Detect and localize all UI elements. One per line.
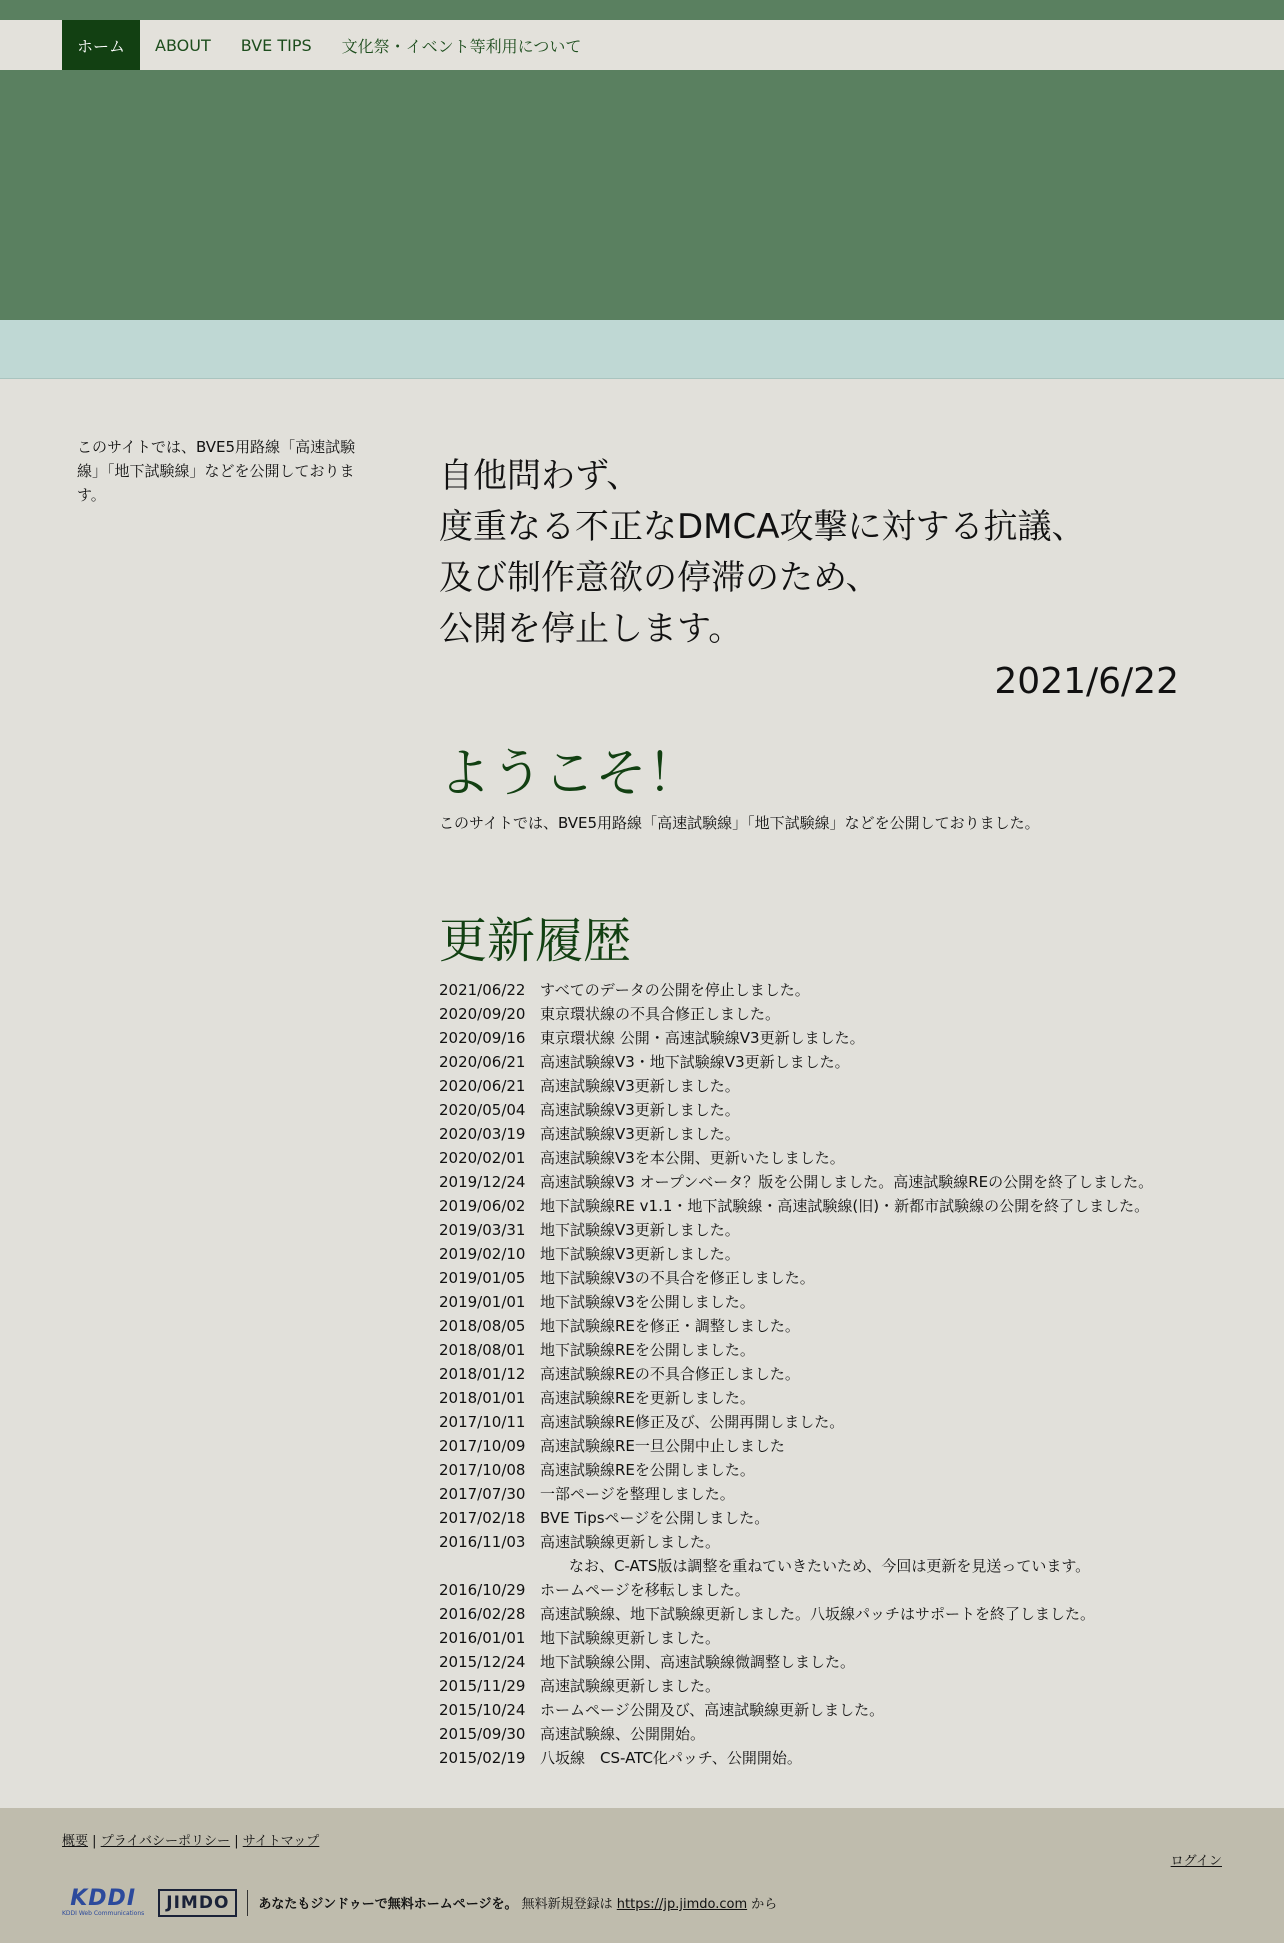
history-date: 2017/07/30 (439, 1485, 526, 1503)
main-column (439, 451, 1179, 1770)
history-date: 2020/06/21 (439, 1053, 526, 1071)
notice-date: 2021/6/22 (994, 661, 1179, 702)
history-entry (439, 1218, 1179, 1242)
notice-line: 及び制作意欲の停滞のため、 (439, 558, 880, 598)
history-note (439, 1554, 1179, 1578)
history-entry (439, 1170, 1179, 1194)
history-date: 2020/09/20 (439, 1005, 526, 1023)
history-text: 高速試験線REを更新しました。 (540, 1389, 755, 1407)
history-date: 2018/01/12 (439, 1365, 526, 1383)
history-date: 2019/03/31 (439, 1221, 526, 1239)
promo-link[interactable]: https://jp.jimdo.com (616, 1897, 748, 1912)
history-text: 地下試験線更新しました。 (540, 1629, 721, 1647)
jimdo-logo[interactable]: JIMDO (158, 1889, 237, 1917)
footer-link-sitemap[interactable]: サイトマップ (242, 1834, 320, 1849)
history-date: 2015/11/29 (439, 1677, 526, 1695)
header-banner (0, 70, 1284, 320)
history-text: 高速試験線REの不具合修正しました。 (540, 1365, 800, 1383)
history-text: 地下試験線V3更新しました。 (540, 1221, 740, 1239)
history-heading: 更新履歴 (439, 913, 632, 969)
history-entry (439, 1338, 1179, 1362)
history-entry (439, 1482, 1179, 1506)
main-nav (0, 20, 1284, 70)
history-date: 2021/06/22 (439, 981, 526, 999)
history-date: 2017/10/08 (439, 1461, 526, 1479)
history-entry (439, 978, 1179, 1002)
history-date: 2017/10/09 (439, 1437, 526, 1455)
history-entry (439, 1362, 1179, 1386)
history-date (439, 1554, 540, 1578)
history-date: 2016/02/28 (439, 1605, 526, 1623)
header-band (0, 320, 1284, 379)
content-area (0, 379, 1284, 1808)
history-text: 地下試験線公開、高速試験線微調整しました。 (540, 1653, 856, 1671)
suspension-notice (439, 451, 1179, 655)
notice-line: 公開を停止します。 (439, 609, 743, 649)
history-entry (439, 1410, 1179, 1434)
history-entry (439, 1026, 1179, 1050)
history-date: 2019/12/24 (439, 1173, 526, 1191)
history-entry (439, 1242, 1179, 1266)
history-text: 高速試験線更新しました。 (540, 1677, 721, 1695)
notice-line: 度重なる不正なDMCA攻撃に対する抗議、 (439, 507, 1086, 547)
history-date: 2020/09/16 (439, 1029, 526, 1047)
history-text: 地下試験線V3を公開しました。 (540, 1293, 755, 1311)
history-date: 2020/06/21 (439, 1077, 526, 1095)
history-date: 2019/01/05 (439, 1269, 526, 1287)
history-date: 2020/05/04 (439, 1101, 526, 1119)
history-entry (439, 1674, 1179, 1698)
history-entry (439, 1050, 1179, 1074)
history-text: 高速試験線V3 オープンベータ？版を公開しました。高速試験線REの公開を終了しました。 (540, 1173, 1154, 1191)
history-text: 一部ページを整理しました。 (540, 1485, 735, 1503)
footer-link-overview[interactable]: 概要 (62, 1834, 89, 1849)
history-entry (439, 1746, 1179, 1770)
history-text: すべてのデータの公開を停止しました。 (540, 981, 810, 999)
history-date: 2019/02/10 (439, 1245, 526, 1263)
login-link[interactable]: ログイン (1170, 1854, 1222, 1869)
history-text: ホームページを移転しました。 (540, 1581, 750, 1599)
history-date: 2019/06/02 (439, 1197, 526, 1215)
history-entry (439, 1530, 1179, 1554)
kddi-logo-subtext: KDDI Web Communications (62, 1910, 145, 1917)
history-text: 高速試験線V3更新しました。 (540, 1101, 740, 1119)
history-text: 地下試験線RE v1.1・地下試験線・高速試験線(旧)・新都市試験線の公開を終了しました。 (540, 1197, 1150, 1215)
history-date: 2018/01/01 (439, 1389, 526, 1407)
history-entry (439, 1194, 1179, 1218)
promo-suffix: から (747, 1897, 778, 1912)
history-text: 高速試験線V3更新しました。 (540, 1125, 740, 1143)
history-text: 東京環状線の不具合修正しました。 (540, 1005, 781, 1023)
nav-item-bve-tips[interactable]: BVE TIPS (240, 35, 312, 55)
history-text: 八坂線 CS-ATC化パッチ、公開開始。 (540, 1749, 802, 1767)
history-text: ホームページ公開及び、高速試験線更新しました。 (540, 1701, 885, 1719)
history-entry (439, 1290, 1179, 1314)
history-entry (439, 1578, 1179, 1602)
welcome-text: このサイトでは、BVE5用路線「高速試験線」「地下試験線」などを公開しておりました。 (439, 814, 1040, 832)
history-text: 地下試験線REを公開しました。 (540, 1341, 755, 1359)
history-entry (439, 1506, 1179, 1530)
history-date: 2018/08/01 (439, 1341, 526, 1359)
history-text: 高速試験線RE一旦公開中止しました (540, 1437, 785, 1455)
history-date: 2018/08/05 (439, 1317, 526, 1335)
history-entry (439, 1098, 1179, 1122)
history-entry (439, 1314, 1179, 1338)
top-bar (0, 0, 1284, 20)
history-text: 高速試験線V3を本公開、更新いたしました。 (540, 1149, 845, 1167)
history-entry (439, 1266, 1179, 1290)
history-text: 地下試験線REを修正・調整しました。 (540, 1317, 800, 1335)
history-text: 地下試験線V3更新しました。 (540, 1245, 740, 1263)
history-text: 高速試験線V3更新しました。 (540, 1077, 740, 1095)
history-date: 2017/02/18 (439, 1509, 526, 1527)
history-entry (439, 1626, 1179, 1650)
history-date: 2017/10/11 (439, 1413, 526, 1431)
nav-item-event-usage[interactable]: 文化祭・イベント等利用について (341, 36, 582, 56)
history-date: 2016/01/01 (439, 1629, 526, 1647)
history-date: 2016/11/03 (439, 1533, 526, 1551)
history-text: 東京環状線 公開・高速試験線V3更新しました。 (540, 1029, 865, 1047)
jimdo-promo (258, 1893, 777, 1912)
footer-separator: | (234, 1834, 239, 1849)
footer-link-privacy[interactable]: プライバシーポリシー (100, 1834, 231, 1849)
history-entry (439, 1122, 1179, 1146)
history-entry (439, 1650, 1179, 1674)
history-entry (439, 1458, 1179, 1482)
notice-line: 自他問わず、 (439, 456, 641, 496)
history-entry (439, 1146, 1179, 1170)
history-date: 2015/12/24 (439, 1653, 526, 1671)
history-text: 高速試験線、地下試験線更新しました。八坂線パッチはサポートを終了しました。 (540, 1605, 1096, 1623)
history-entry (439, 1434, 1179, 1458)
promo-bold: あなたもジンドゥーで無料ホームページを。 (258, 1897, 518, 1912)
history-date: 2019/01/01 (439, 1293, 526, 1311)
history-text: 高速試験線REを公開しました。 (540, 1461, 755, 1479)
history-date: 2020/03/19 (439, 1125, 526, 1143)
nav-item-about[interactable]: ABOUT (155, 35, 211, 55)
promo-text: 無料新規登録は (517, 1897, 617, 1912)
footer (0, 1808, 1284, 1943)
history-text: 高速試験線RE修正及び、公開再開しました。 (540, 1413, 845, 1431)
footer-links (62, 1830, 319, 1849)
history-text: BVE Tipsページを公開しました。 (540, 1509, 770, 1527)
login-area (1171, 1850, 1222, 1869)
history-list (439, 978, 1179, 1770)
nav-list (0, 20, 1284, 70)
history-entry (439, 1698, 1179, 1722)
nav-item-home[interactable]: ホーム (62, 20, 140, 70)
history-text: 高速試験線更新しました。 (540, 1533, 721, 1551)
history-date: 2015/10/24 (439, 1701, 526, 1719)
history-entry (439, 1602, 1179, 1626)
history-date: 2015/02/19 (439, 1749, 526, 1767)
kddi-logo-text: KDDI (70, 1886, 137, 1911)
history-text: 高速試験線、公開開始。 (540, 1725, 706, 1743)
history-entry (439, 1386, 1179, 1410)
footer-separator: | (92, 1834, 97, 1849)
history-entry (439, 1722, 1179, 1746)
history-date: 2016/10/29 (439, 1581, 526, 1599)
history-text: 地下試験線V3の不具合を修正しました。 (540, 1269, 815, 1287)
history-text: 高速試験線V3・地下試験線V3更新しました。 (540, 1053, 850, 1071)
history-date: 2020/02/01 (439, 1149, 526, 1167)
history-entry (439, 1002, 1179, 1026)
footer-divider (247, 1890, 248, 1916)
welcome-heading: ようこそ！ (439, 744, 700, 804)
sidebar-description: このサイトでは、BVE5用路線「高速試験線」「地下試験線」などを公開しております。 (77, 438, 356, 504)
kddi-logo[interactable] (62, 1888, 144, 1917)
history-text: なお、C-ATS版は調整を重ねていきたいため、今回は更新を見送っています。 (569, 1557, 1091, 1575)
history-entry (439, 1074, 1179, 1098)
footer-branding (62, 1888, 777, 1917)
history-date: 2015/09/30 (439, 1725, 526, 1743)
